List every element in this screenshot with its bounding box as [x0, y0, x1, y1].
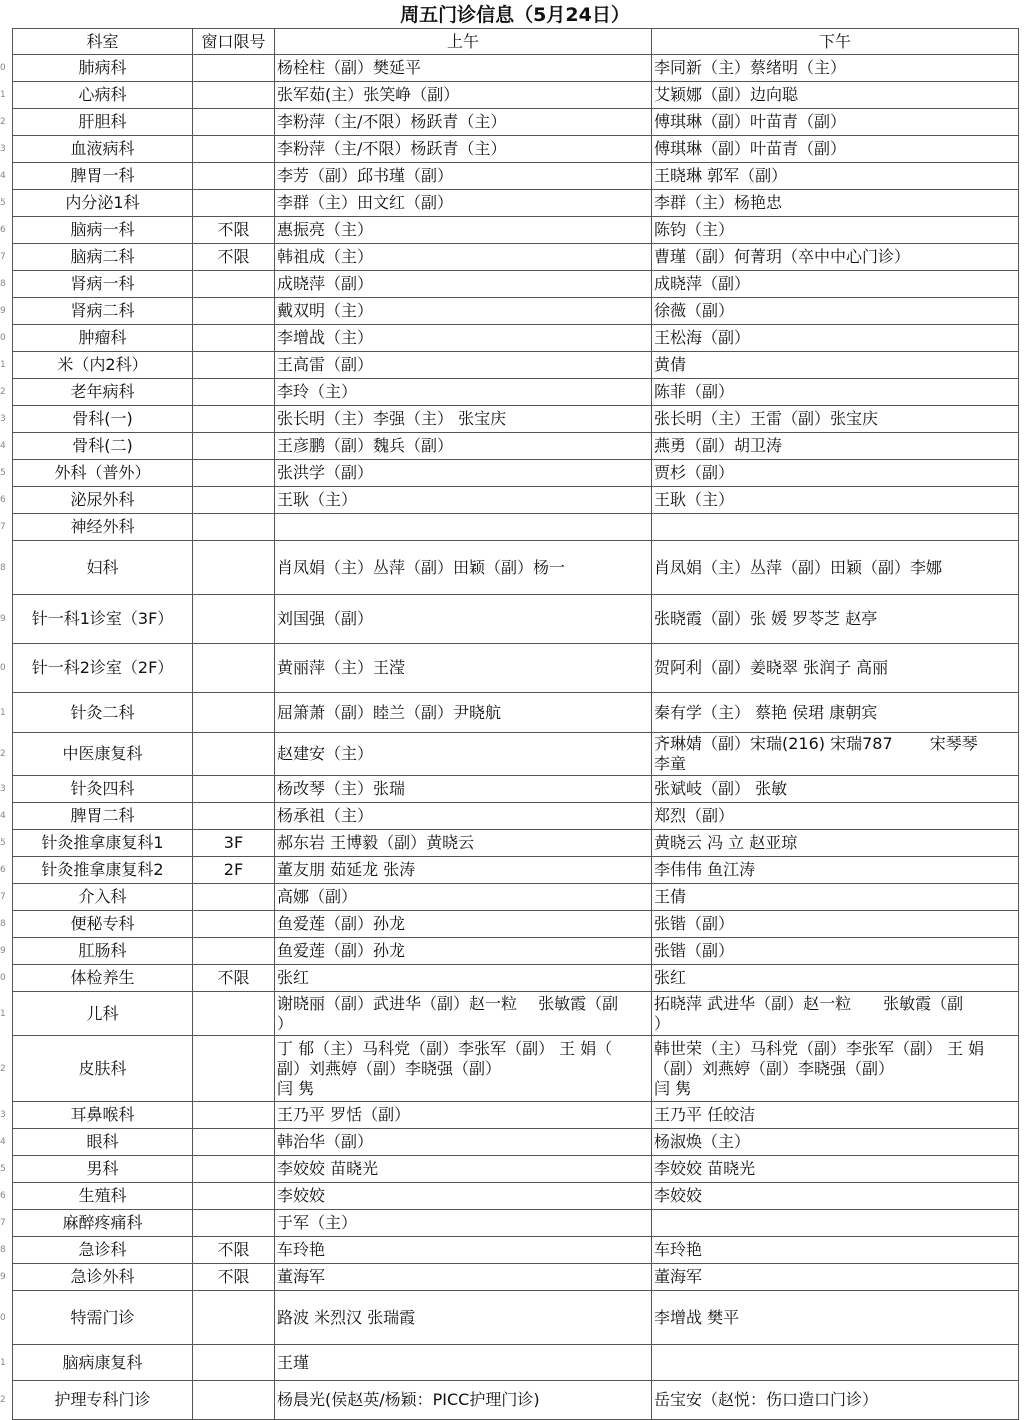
table-row	[13, 595, 1019, 644]
table-body	[13, 55, 1019, 1420]
row-number: 3	[0, 784, 6, 794]
table-row	[13, 325, 1019, 352]
row-number: 7	[0, 252, 6, 262]
afternoon-cell	[652, 514, 1019, 541]
morning-cell: 董海军	[275, 1264, 652, 1291]
header-dept: 科室	[13, 29, 193, 55]
afternoon-cell: 岳宝安（赵悦：伤口造口门诊）	[652, 1381, 1019, 1420]
afternoon-cell: 张锴（副）	[652, 938, 1019, 965]
dept-cell: 中医康复科	[13, 733, 193, 776]
window-limit-cell	[193, 514, 275, 541]
dept-cell: 神经外科	[13, 514, 193, 541]
window-limit-cell	[193, 1129, 275, 1156]
window-limit-cell	[193, 541, 275, 595]
dept-cell: 老年病科	[13, 379, 193, 406]
dept-cell: 针灸二科	[13, 693, 193, 733]
table-row	[13, 992, 1019, 1036]
row-number: 1	[0, 1357, 6, 1368]
table-row	[13, 541, 1019, 595]
morning-cell: 黄丽萍（主）王滢	[275, 644, 652, 693]
afternoon-cell: 曹瑾（副）何菁玥（卒中中心门诊）	[652, 244, 1019, 271]
dept-cell: 妇科	[13, 541, 193, 595]
morning-cell: 于军（主）	[275, 1210, 652, 1237]
morning-cell: 李群（主）田文红（副）	[275, 190, 652, 217]
morning-cell: 肖凤娟（主）丛萍（副）田颖（副）杨一	[275, 541, 652, 595]
row-number: 3	[0, 144, 6, 154]
row-number: 0	[0, 663, 6, 673]
dept-cell: 皮肤科	[13, 1036, 193, 1102]
morning-cell: 张洪学（副）	[275, 460, 652, 487]
window-limit-cell: 不限	[193, 1264, 275, 1291]
dept-cell: 米（内2科）	[13, 352, 193, 379]
morning-cell: 韩祖成（主）	[275, 244, 652, 271]
afternoon-cell: 齐琳婧（副）宋瑞(216) 宋瑞787 宋琴琴 李童	[652, 733, 1019, 776]
window-limit-cell	[193, 325, 275, 352]
window-limit-cell	[193, 82, 275, 109]
afternoon-cell: 贾杉（副）	[652, 460, 1019, 487]
dept-cell: 骨科(二)	[13, 433, 193, 460]
header-window-limit: 窗口限号	[193, 29, 275, 55]
morning-cell: 鱼爱莲（副）孙龙	[275, 911, 652, 938]
row-number: 5	[0, 838, 6, 848]
table-row	[13, 298, 1019, 325]
window-limit-cell	[193, 460, 275, 487]
window-limit-cell	[193, 1156, 275, 1183]
window-limit-cell	[193, 271, 275, 298]
afternoon-cell: 李同新（主）蔡绪明（主）	[652, 55, 1019, 82]
window-limit-cell	[193, 595, 275, 644]
table-row	[13, 271, 1019, 298]
row-number: 1	[0, 90, 6, 100]
morning-cell: 李芳（副）邱书瑾（副）	[275, 163, 652, 190]
afternoon-cell: 董海军	[652, 1264, 1019, 1291]
window-limit-cell	[193, 803, 275, 830]
row-number: 4	[0, 1137, 6, 1147]
morning-cell: 张军茹(主）张笑峥（副）	[275, 82, 652, 109]
window-limit-cell: 不限	[193, 244, 275, 271]
morning-cell: 李增战（主）	[275, 325, 652, 352]
afternoon-cell: 李姣姣 苗晓光	[652, 1156, 1019, 1183]
window-limit-cell	[193, 938, 275, 965]
window-limit-cell	[193, 163, 275, 190]
morning-cell: 李粉萍（主/不限）杨跃青（主）	[275, 109, 652, 136]
afternoon-cell: 秦有学（主） 蔡艳 侯珺 康朝宾	[652, 693, 1019, 733]
morning-cell: 郝东岩 王博毅（副）黄晓云	[275, 830, 652, 857]
row-number: 9	[0, 1272, 6, 1282]
row-number: 6	[0, 225, 6, 235]
dept-cell: 骨科(一)	[13, 406, 193, 433]
dept-cell: 心病科	[13, 82, 193, 109]
morning-cell: 张长明（主）李强（主） 张宝庆	[275, 406, 652, 433]
window-limit-cell	[193, 1183, 275, 1210]
row-number: 9	[0, 614, 6, 624]
row-number: 2	[0, 1063, 6, 1074]
row-number: 2	[0, 117, 6, 127]
window-limit-cell	[193, 1291, 275, 1345]
table-row	[13, 136, 1019, 163]
dept-cell: 针灸四科	[13, 776, 193, 803]
morning-cell: 刘国强（副）	[275, 595, 652, 644]
table-row	[13, 733, 1019, 776]
row-number: 7	[0, 522, 6, 532]
window-limit-cell	[193, 1102, 275, 1129]
morning-cell: 杨承祖（主）	[275, 803, 652, 830]
row-number: 0	[0, 1312, 6, 1323]
morning-cell: 谢晓丽（副）武进华（副）赵一粒 张敏霞（副 ）	[275, 992, 652, 1036]
table-row	[13, 1210, 1019, 1237]
page-title: 周五门诊信息（5月24日）	[400, 4, 630, 26]
table-row	[13, 406, 1019, 433]
afternoon-cell: 李增战 樊平	[652, 1291, 1019, 1345]
window-limit-cell	[193, 644, 275, 693]
window-limit-cell	[193, 406, 275, 433]
row-number: 2	[0, 387, 6, 397]
afternoon-cell: 王松海（副）	[652, 325, 1019, 352]
afternoon-cell: 张锴（副）	[652, 911, 1019, 938]
row-number: 7	[0, 1218, 6, 1228]
morning-cell: 王高雷（副）	[275, 352, 652, 379]
window-limit-cell: 不限	[193, 965, 275, 992]
window-limit-cell	[193, 433, 275, 460]
table-row	[13, 460, 1019, 487]
dept-cell: 肛肠科	[13, 938, 193, 965]
table-row	[13, 1036, 1019, 1102]
afternoon-cell: 韩世荣（主）马科党（副）李张军（副） 王 娟 （副）刘燕婷（副）李晓强（副） 闫 隽	[652, 1036, 1019, 1102]
table-row	[13, 1102, 1019, 1129]
row-number: 8	[0, 1245, 6, 1255]
afternoon-cell: 王乃平 任皎洁	[652, 1102, 1019, 1129]
afternoon-cell: 成晓萍（副）	[652, 271, 1019, 298]
window-limit-cell: 3F	[193, 830, 275, 857]
table-row	[13, 379, 1019, 406]
window-limit-cell	[193, 379, 275, 406]
schedule-sheet	[12, 2, 1018, 1420]
morning-cell: 李玲（主）	[275, 379, 652, 406]
clinic-schedule-table	[12, 28, 1019, 1420]
table-row	[13, 487, 1019, 514]
window-limit-cell	[193, 733, 275, 776]
row-number: 0	[0, 63, 6, 73]
morning-cell: 成晓萍（副）	[275, 271, 652, 298]
afternoon-cell: 贺阿利（副）姜晓翠 张润子 高丽	[652, 644, 1019, 693]
morning-cell: 赵建安（主）	[275, 733, 652, 776]
morning-cell	[275, 514, 652, 541]
table-row	[13, 1264, 1019, 1291]
window-limit-cell	[193, 992, 275, 1036]
window-limit-cell: 不限	[193, 217, 275, 244]
table-row	[13, 1291, 1019, 1345]
morning-cell: 戴双明（主）	[275, 298, 652, 325]
afternoon-cell: 徐薇（副）	[652, 298, 1019, 325]
table-row	[13, 1381, 1019, 1420]
dept-cell: 肺病科	[13, 55, 193, 82]
afternoon-cell: 艾颖娜（副）边向聪	[652, 82, 1019, 109]
dept-cell: 便秘专科	[13, 911, 193, 938]
morning-cell: 李粉萍（主/不限）杨跃青（主）	[275, 136, 652, 163]
morning-cell: 路波 米烈汉 张瑞霞	[275, 1291, 652, 1345]
morning-cell: 李姣姣 苗晓光	[275, 1156, 652, 1183]
window-limit-cell	[193, 1210, 275, 1237]
morning-cell: 张红	[275, 965, 652, 992]
afternoon-cell: 傅琪琳（副）叶苗青（副）	[652, 136, 1019, 163]
table-row	[13, 55, 1019, 82]
dept-cell: 脑病二科	[13, 244, 193, 271]
dept-cell: 儿科	[13, 992, 193, 1036]
afternoon-cell: 傅琪琳（副）叶苗青（副）	[652, 109, 1019, 136]
row-number: 8	[0, 919, 6, 929]
dept-cell: 男科	[13, 1156, 193, 1183]
dept-cell: 护理专科门诊	[13, 1381, 193, 1420]
dept-cell: 针一科1诊室（3F）	[13, 595, 193, 644]
window-limit-cell	[193, 911, 275, 938]
window-limit-cell	[193, 109, 275, 136]
afternoon-cell: 郑烈（副）	[652, 803, 1019, 830]
table-row	[13, 803, 1019, 830]
row-number: 0	[0, 333, 6, 343]
dept-cell: 生殖科	[13, 1183, 193, 1210]
table-row	[13, 163, 1019, 190]
morning-cell: 鱼爱莲（副）孙龙	[275, 938, 652, 965]
afternoon-cell: 王晓琳 郭军（副）	[652, 163, 1019, 190]
dept-cell: 急诊科	[13, 1237, 193, 1264]
morning-cell: 王彦鹏（副）魏兵（副）	[275, 433, 652, 460]
row-number: 4	[0, 171, 6, 181]
table-row	[13, 693, 1019, 733]
table-row	[13, 244, 1019, 271]
afternoon-cell: 李姣姣	[652, 1183, 1019, 1210]
afternoon-cell	[652, 1210, 1019, 1237]
morning-cell: 车玲艳	[275, 1237, 652, 1264]
window-limit-cell: 不限	[193, 1237, 275, 1264]
afternoon-cell: 张红	[652, 965, 1019, 992]
table-row	[13, 884, 1019, 911]
dept-cell: 肝胆科	[13, 109, 193, 136]
window-limit-cell	[193, 487, 275, 514]
row-number: 1	[0, 707, 6, 718]
morning-cell: 李姣姣	[275, 1183, 652, 1210]
dept-cell: 外科（普外）	[13, 460, 193, 487]
row-number: 2	[0, 749, 6, 759]
table-row	[13, 857, 1019, 884]
afternoon-cell: 黄倩	[652, 352, 1019, 379]
dept-cell: 急诊外科	[13, 1264, 193, 1291]
table-row	[13, 830, 1019, 857]
table-row	[13, 644, 1019, 693]
afternoon-cell: 张斌岐（副） 张敏	[652, 776, 1019, 803]
afternoon-cell: 拓晓萍 武进华（副）赵一粒 张敏霞（副 ）	[652, 992, 1019, 1036]
window-limit-cell	[193, 136, 275, 163]
morning-cell: 王耿（主）	[275, 487, 652, 514]
dept-cell: 眼科	[13, 1129, 193, 1156]
afternoon-cell: 李群（主）杨艳忠	[652, 190, 1019, 217]
window-limit-cell	[193, 776, 275, 803]
morning-cell: 惠振亮（主）	[275, 217, 652, 244]
header-morning: 上午	[275, 29, 652, 55]
table-row	[13, 217, 1019, 244]
row-number: 4	[0, 811, 6, 821]
afternoon-cell: 杨淑焕（主）	[652, 1129, 1019, 1156]
window-limit-cell	[193, 1036, 275, 1102]
table-row	[13, 190, 1019, 217]
table-row	[13, 433, 1019, 460]
dept-cell: 肾病一科	[13, 271, 193, 298]
row-number: 8	[0, 279, 6, 289]
row-number: 1	[0, 1008, 6, 1019]
row-number: 6	[0, 865, 6, 875]
dept-cell: 针灸推拿康复科2	[13, 857, 193, 884]
afternoon-cell: 张长明（主）王雷（副）张宝庆	[652, 406, 1019, 433]
row-number: 4	[0, 441, 6, 451]
row-number-gutter	[0, 0, 12, 1420]
table-row	[13, 1156, 1019, 1183]
afternoon-cell	[652, 1345, 1019, 1381]
morning-cell: 屈箫萧（副）睦兰（副）尹晓航	[275, 693, 652, 733]
table-row	[13, 1183, 1019, 1210]
dept-cell: 脑病一科	[13, 217, 193, 244]
table-row	[13, 911, 1019, 938]
table-row	[13, 965, 1019, 992]
afternoon-cell: 燕勇（副）胡卫涛	[652, 433, 1019, 460]
row-number: 6	[0, 1191, 6, 1201]
row-number: 6	[0, 495, 6, 505]
window-limit-cell	[193, 884, 275, 911]
afternoon-cell: 王倩	[652, 884, 1019, 911]
morning-cell: 丁 郁（主）马科党（副）李张军（副） 王 娟（ 副）刘燕婷（副）李晓强（副） 闫 隽	[275, 1036, 652, 1102]
window-limit-cell	[193, 1345, 275, 1381]
row-number: 7	[0, 892, 6, 902]
window-limit-cell	[193, 55, 275, 82]
table-row	[13, 82, 1019, 109]
morning-cell: 王乃平 罗恬（副）	[275, 1102, 652, 1129]
table-row	[13, 1237, 1019, 1264]
afternoon-cell: 张晓霞（副）张 媛 罗苓芝 赵亭	[652, 595, 1019, 644]
row-number: 5	[0, 468, 6, 478]
table-row	[13, 514, 1019, 541]
row-number: 9	[0, 946, 6, 956]
afternoon-cell: 陈菲（副）	[652, 379, 1019, 406]
table-row	[13, 938, 1019, 965]
dept-cell: 脑病康复科	[13, 1345, 193, 1381]
row-number: 8	[0, 562, 6, 573]
morning-cell: 高娜（副）	[275, 884, 652, 911]
dept-cell: 脾胃二科	[13, 803, 193, 830]
row-number: 9	[0, 306, 6, 316]
window-limit-cell	[193, 352, 275, 379]
row-number: 5	[0, 1164, 6, 1174]
row-number: 3	[0, 414, 6, 424]
afternoon-cell: 王耿（主）	[652, 487, 1019, 514]
morning-cell: 王瑾	[275, 1345, 652, 1381]
window-limit-cell	[193, 190, 275, 217]
afternoon-cell: 黄晓云 冯 立 赵亚琼	[652, 830, 1019, 857]
window-limit-cell: 2F	[193, 857, 275, 884]
afternoon-cell: 李伟伟 鱼江涛	[652, 857, 1019, 884]
table-row	[13, 1345, 1019, 1381]
dept-cell: 肿瘤科	[13, 325, 193, 352]
window-limit-cell	[193, 298, 275, 325]
header-afternoon: 下午	[652, 29, 1019, 55]
morning-cell: 董友朋 茹延龙 张涛	[275, 857, 652, 884]
dept-cell: 麻醉疼痛科	[13, 1210, 193, 1237]
row-number: 2	[0, 1395, 6, 1405]
window-limit-cell	[193, 1381, 275, 1420]
row-number: 0	[0, 973, 6, 983]
dept-cell: 脾胃一科	[13, 163, 193, 190]
morning-cell: 杨改琴（主）张瑞	[275, 776, 652, 803]
window-limit-cell	[193, 693, 275, 733]
dept-cell: 耳鼻喉科	[13, 1102, 193, 1129]
table-row	[13, 1129, 1019, 1156]
dept-cell: 肾病二科	[13, 298, 193, 325]
row-number: 1	[0, 360, 6, 370]
dept-cell: 针灸推拿康复科1	[13, 830, 193, 857]
dept-cell: 体检养生	[13, 965, 193, 992]
dept-cell: 内分泌1科	[13, 190, 193, 217]
table-row	[13, 776, 1019, 803]
morning-cell: 韩治华（副）	[275, 1129, 652, 1156]
afternoon-cell: 肖凤娟（主）丛萍（副）田颖（副）李娜	[652, 541, 1019, 595]
afternoon-cell: 陈钧（主）	[652, 217, 1019, 244]
dept-cell: 泌尿外科	[13, 487, 193, 514]
header-row	[13, 29, 1019, 55]
afternoon-cell: 车玲艳	[652, 1237, 1019, 1264]
morning-cell: 杨晨光(侯赵英/杨颖：PICC护理门诊)	[275, 1381, 652, 1420]
dept-cell: 特需门诊	[13, 1291, 193, 1345]
table-row	[13, 109, 1019, 136]
row-number: 3	[0, 1110, 6, 1120]
row-number: 5	[0, 198, 6, 208]
dept-cell: 介入科	[13, 884, 193, 911]
table-row	[13, 352, 1019, 379]
dept-cell: 针一科2诊室（2F）	[13, 644, 193, 693]
dept-cell: 血液病科	[13, 136, 193, 163]
morning-cell: 杨栓柱（副）樊延平	[275, 55, 652, 82]
